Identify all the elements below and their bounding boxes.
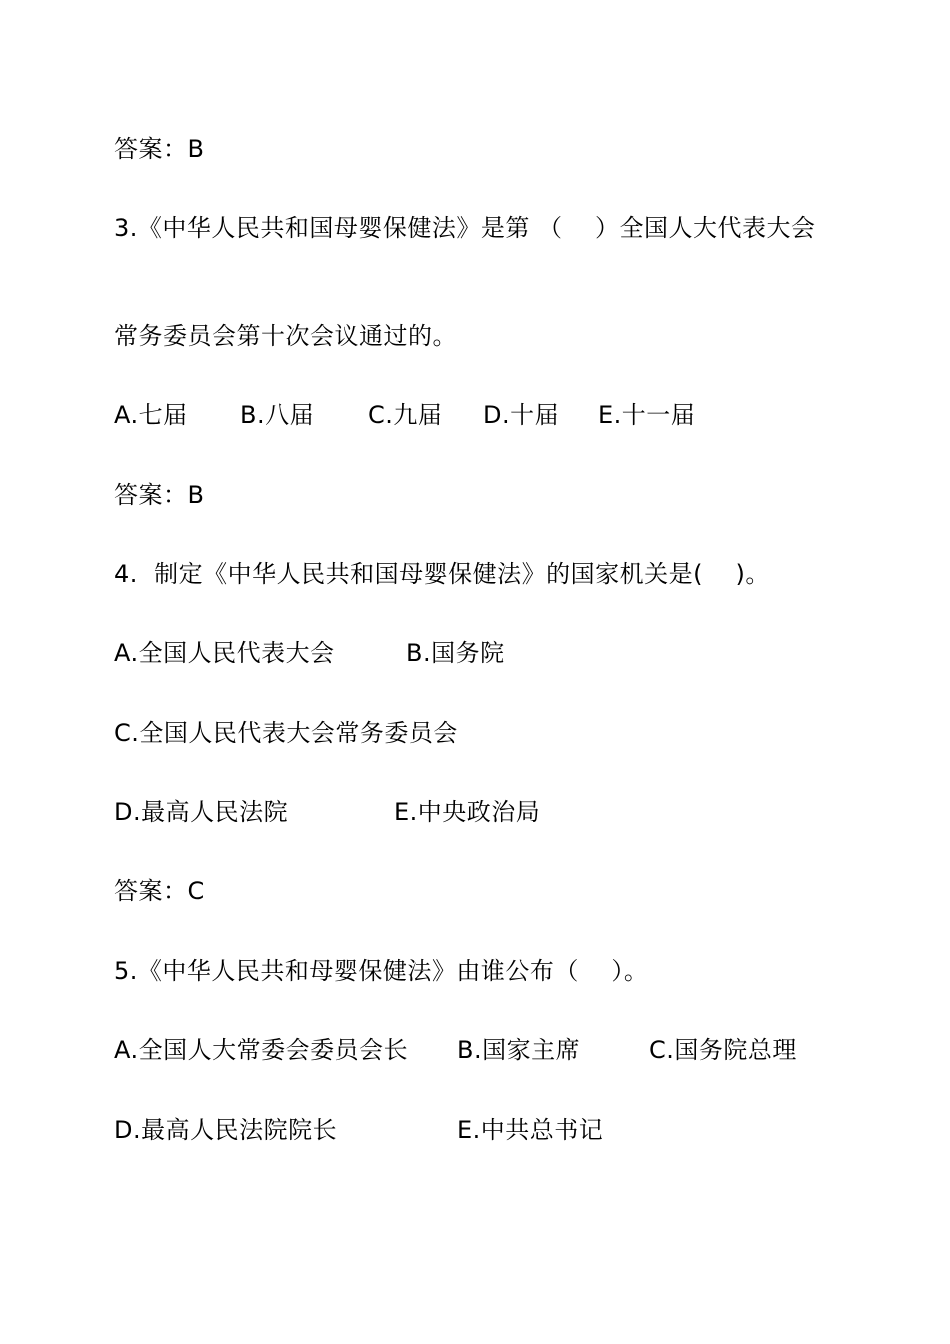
q5-option-e: E.中共总书记 <box>457 1116 604 1144</box>
q5-option-c: C.国务院总理 <box>649 1036 797 1064</box>
q4-option-e: E.中央政治局 <box>394 798 541 826</box>
q5-option-d: D.最高人民法院院长 <box>114 1116 338 1144</box>
q3-option-c: C.九届 <box>368 401 443 429</box>
q5-option-b: B.国家主席 <box>457 1036 581 1064</box>
q4-option-c: C.全国人民代表大会常务委员会 <box>114 719 458 747</box>
q4-option-b: B.国务院 <box>406 639 505 667</box>
q5-option-a: A.全国人大常委会委员会长 <box>114 1036 409 1064</box>
q4-option-d: D.最高人民法院 <box>114 798 289 826</box>
question-3-line-2: 常务委员会第十次会议通过的。 <box>114 322 457 350</box>
q3-option-a: A.七届 <box>114 401 188 429</box>
question-3-line-1: 3.《中华人民共和国母婴保健法》是第 （ ）全国人大代表大会 <box>114 214 816 242</box>
q3-option-d: D.十届 <box>483 401 560 429</box>
answer-q3: 答案：B <box>114 481 205 509</box>
q3-option-e: E.十一届 <box>598 401 696 429</box>
answer-q4: 答案：C <box>114 877 205 905</box>
answer-q2: 答案：B <box>114 135 205 163</box>
q3-option-b: B.八届 <box>240 401 315 429</box>
question-5: 5.《中华人民共和母婴保健法》由谁公布（ ）。 <box>114 957 649 985</box>
q4-option-a: A.全国人民代表大会 <box>114 639 335 667</box>
question-4: 4. 制定《中华人民共和国母婴保健法》的国家机关是( )。 <box>114 560 770 588</box>
